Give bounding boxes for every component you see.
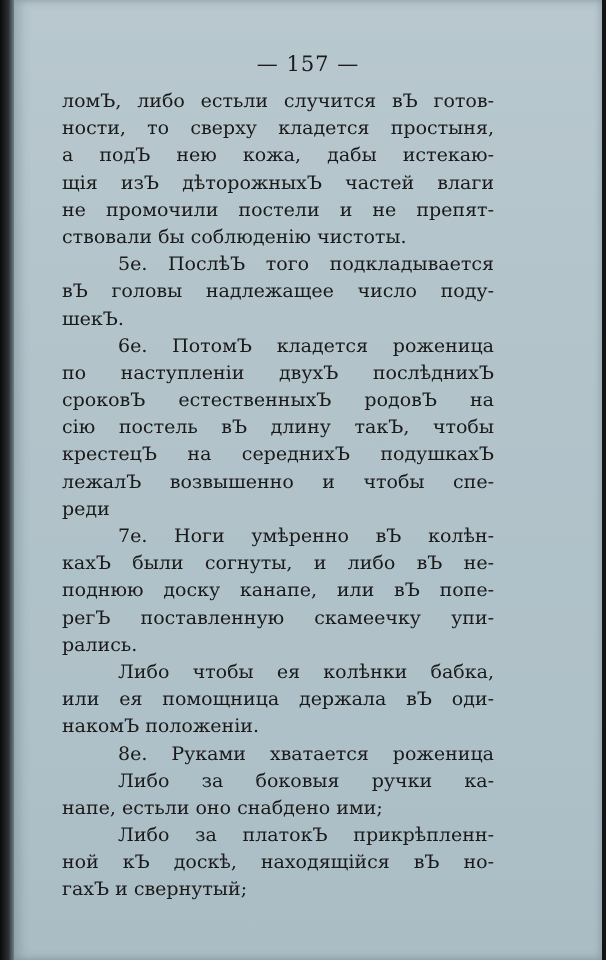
text-line: 5е. ПослѣЪ того подкладывается	[118, 253, 494, 276]
text-line: шекЪ.	[62, 307, 124, 330]
text-line: гахЪ и свернутый;	[62, 878, 248, 901]
text-line: 8е. Руками хватается роженица	[118, 742, 494, 765]
text-line: Либо за боковыя ручки ка-	[118, 769, 494, 792]
text-line: кахЪ были согнуты, и либо вЪ не-	[62, 552, 494, 575]
text-line: Либо за платокЪ прикрѣпленн-	[118, 824, 494, 847]
text-line: не промочили постели и не препят-	[62, 198, 494, 221]
text-line: накомЪ положеніи.	[62, 715, 259, 738]
book-page	[14, 0, 602, 960]
text-line: сію постель вЪ длину такЪ, чтобы	[62, 416, 494, 439]
text-line: регЪ поставленную скамеечку упи-	[62, 606, 494, 629]
text-line: напе, естьли оно снабдено ими;	[62, 796, 383, 819]
text-line: поднюю доску канапе, или вЪ попе-	[62, 579, 494, 602]
text-line: Либо чтобы ея колѣнки бабка,	[118, 660, 494, 683]
text-line: ствовали бы соблюденію чистоты.	[62, 225, 407, 248]
text-line: ной кЪ доскѣ, находящійся вЪ но-	[62, 851, 494, 874]
text-line: реди	[62, 497, 110, 520]
book-gutter	[0, 0, 14, 960]
text-line: сроковЪ естественныхЪ родовЪ на	[62, 389, 494, 412]
text-line: а подЪ нею кожа, дабы истекаю-	[62, 144, 494, 167]
text-line: лежалЪ возвышенно и чтобы спе-	[62, 470, 494, 493]
text-line: 7е. Ноги умѣренно вЪ колѣн-	[118, 525, 494, 547]
text-line: или ея помощница держала вЪ оди-	[62, 688, 494, 711]
text-line: ности, то сверху кладется простыня,	[62, 117, 494, 140]
text-line: крестецЪ на середнихЪ подушкахЪ	[62, 443, 494, 466]
body-text	[62, 88, 494, 904]
text-line: по наступленіи двухЪ послѣднихЪ	[62, 361, 494, 384]
page-number: — 157 —	[256, 52, 360, 76]
text-line: вЪ головы надлежащее число поду-	[62, 280, 494, 303]
text-line: рались.	[62, 633, 138, 656]
text-line: 6е. ПотомЪ кладется роженица	[118, 334, 494, 357]
text-line: ломЪ, либо естьли случится вЪ готов-	[62, 90, 494, 112]
text-line: щія изЪ дѣторожныхЪ частей влаги	[62, 171, 494, 194]
